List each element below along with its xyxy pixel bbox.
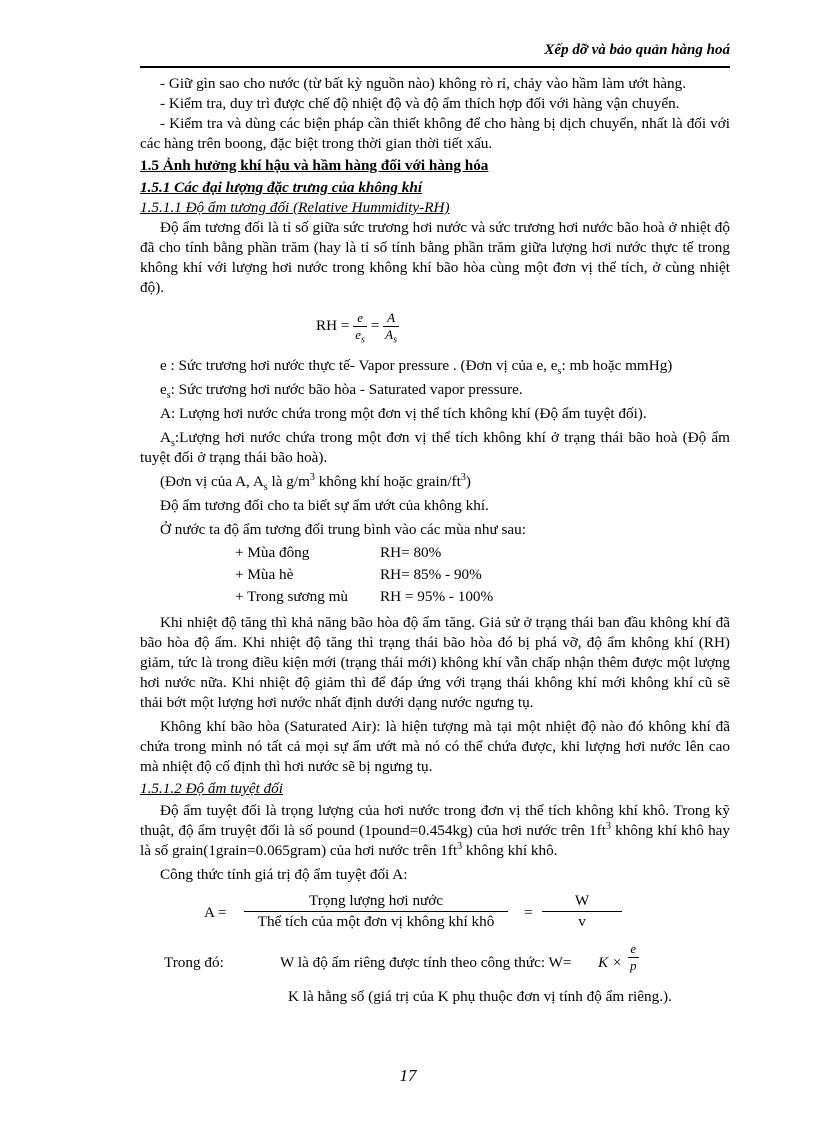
def-e-tail: : mb hoặc mmHg) [561, 357, 673, 374]
vn-seasons-intro: Ở nước ta độ ẩm tương đối trung bình vào các mùa như sau: [160, 521, 526, 538]
abs-humidity-paragraph [140, 801, 730, 861]
def-es-sub: s [166, 390, 171, 402]
rh-frac1-den-base: e [355, 327, 362, 342]
rh-frac2-den-sub: s [393, 334, 397, 346]
abs-formula-fraction [244, 891, 508, 932]
abs-formula-den2: v [578, 913, 586, 930]
rh-formula-lhs: RH = [316, 316, 350, 334]
abs-formula-num: Trọng lượng hơi nước [244, 891, 508, 912]
abs-b: không khí khô hay là số grain(1grain=0.065gram) của hơi nước trên 1ft [140, 822, 730, 859]
page-header [140, 40, 730, 68]
rh-formula-eq: = [370, 316, 380, 334]
unit-c: không khí hoặc grain/ft [314, 473, 461, 490]
w-k: K × [598, 954, 623, 971]
unit-sub: s [263, 482, 268, 494]
def-e [140, 356, 730, 376]
abs-sup2: 3 [457, 840, 463, 852]
unit-d: ) [465, 473, 471, 490]
abs-humidity-formula [140, 889, 730, 937]
w-frac-den: p [630, 958, 637, 973]
season-label: + Mùa đông [235, 544, 310, 561]
bullet-2: - Kiểm tra, duy trì được chế độ nhiệt độ và độ ẩm thích hợp đối với hàng vận chuyển. [160, 95, 680, 112]
w-frac-num: e [628, 941, 639, 958]
page-number: 17 [399, 1066, 417, 1085]
season-label: + Mùa hè [235, 566, 294, 583]
unit-sup: 3 [309, 471, 315, 483]
rh-frac1-den [353, 327, 367, 346]
def-a: A: Lượng hơi nước chứa trong một đơn vị thể tích không khí (Độ ẩm tuyệt đối). [160, 405, 647, 422]
abs-formula-fraction-2 [542, 891, 622, 932]
abs-sup1: 3 [605, 820, 611, 832]
abs-a: Độ ẩm tuyệt đối là trọng lượng của hơi nước trong đơn vị thể tích không khí khô. Trong kỹ thuật, độ ẩm truyệt đối là số pound (1pound=0.454kg) của hơi nước trên 1ft [140, 802, 730, 839]
def-es-text: : Sức trương hơi nước bão hòa - Saturated vapor pressure. [170, 381, 523, 398]
rh-formula [140, 302, 730, 352]
def-as-sub: s [170, 438, 175, 450]
rh-frac2-den [383, 327, 399, 346]
bullet-3: - Kiểm tra và dùng các biện pháp cần thiết không để cho hàng bị dịch chuyển, nhất là đối với các hàng trên boong, đặc biệt trong thời gian thời tiết xấu. [140, 115, 730, 152]
unit-b: là g/m [267, 473, 310, 490]
abs-c: không khí khô. [462, 842, 558, 859]
section-1-5-heading: 1.5 Ảnh hưởng khí hậu và hầm hàng đối với hàng hóa [140, 157, 489, 174]
section-1-5-1-heading: 1.5.1 Các đại lượng đặc trưng của không khí [140, 179, 423, 196]
rh-frac1-num: e [353, 310, 367, 327]
section-1-5-1-1-heading: 1.5.1.1 Độ ẩm tương đối (Relative Hummidity-RH) [140, 199, 450, 216]
def-es [140, 380, 730, 400]
bullet-1: - Giữ gìn sao cho nước (từ bất kỳ nguồn nào) không rò rỉ, chảy vào hầm làm ướt hàng. [160, 75, 687, 92]
temp-paragraph: Khi nhiệt độ tăng thì khả năng bão hòa độ ẩm tăng. Giả sử ở trạng thái ban đầu không khí đã bão hòa độ ẩm. Khi nhiệt độ tăng thì trạng thái bão hòa đó bị phá vỡ, độ ẩm không khí (RH) giảm, tức là trong điều kiện mới (trạng thái mới) không khí vẫn chấp nhận thêm được một lượng hơi nước nữa. Khi nhiệt độ giảm thì để đáp ứng với trạng thái không khí mới không khí cũ sẽ thải bớt một lượng hơi nước nhất định dưới dạng nước ngưng tụ. [140, 614, 730, 711]
page-content [140, 74, 730, 1007]
season-label: + Trong sương mù [235, 588, 349, 605]
w-definition: W là độ ẩm riêng được tính theo công thức: W= [280, 954, 572, 971]
formula-intro: Công thức tính giá trị độ ẩm tuyệt đối A: [160, 866, 408, 883]
section-1-5-1-2-heading: 1.5.1.2 Độ ẩm tuyệt đối [140, 780, 283, 797]
rh-definition: Độ ẩm tương đối là tỉ số giữa sức trương hơi nước và sức trương hơi nước bão hoà ở nhiệt độ đã cho tính bằng phần trăm (hay là tỉ số tính bằng phần trăm giữa lượng hơi nước thực tế trong không khí với lượng hơi nước trong không khí bão hòa cùng một đơn vị thể tích, ở cùng nhiệt độ). [140, 219, 730, 296]
def-as [140, 428, 730, 468]
season-value: RH= 80% [380, 544, 442, 561]
season-row [140, 565, 730, 587]
rh-fraction-1 [353, 310, 367, 346]
rh-frac1-den-sub: s [361, 334, 365, 346]
def-as-text: :Lượng hơi nước chứa trong một đơn vị thể tích không khí ở trạng thái bão hoà (Độ ẩm tuyệt đối ở trạng thái bão hoà). [140, 429, 730, 466]
rh-fraction-2 [383, 310, 399, 346]
unit-sup2: 3 [460, 471, 466, 483]
def-e-sub: s [557, 366, 562, 378]
season-value: RH= 85% - 90% [380, 566, 482, 583]
unit-note [140, 472, 730, 492]
def-es-base: e [160, 381, 167, 398]
def-e-text: e : Sức trương hơi nước thực tế- Vapor pressure . (Đơn vị của e, e [160, 357, 558, 374]
k-definition: K là hằng số (giá trị của K phụ thuộc đơn vị tính độ ẩm riêng.). [288, 988, 672, 1005]
abs-formula-den: Thể tích của một đơn vị không khí khô [257, 913, 495, 930]
unit-a: (Đơn vị của A, A [160, 473, 264, 490]
abs-formula-lhs: A = [204, 904, 227, 921]
rh-frac2-num: A [383, 310, 399, 327]
saturated-air-paragraph: Không khí bão hòa (Saturated Air): là hiện tượng mà tại một nhiệt độ nào đó không khí đã chứa trong mình nó tất cả mọi sự ẩm ướt mà nó có thể chứa được, khi lượng hơi nước lên cao mà nhiệt độ cố định thì hơi nước sẽ bị ngưng tụ. [140, 718, 730, 775]
abs-formula-num2: W [542, 891, 622, 912]
w-fraction [628, 941, 639, 974]
def-as-base: A [160, 429, 171, 446]
season-row [140, 587, 730, 609]
season-row [140, 543, 730, 565]
rh-know: Độ ẩm tương đối cho ta biết sự ẩm ướt của không khí. [160, 497, 489, 514]
where-block [140, 941, 730, 981]
rh-frac2-den-base: A [385, 327, 394, 342]
where-label: Trong đó: [164, 954, 224, 971]
abs-formula-eq: = [524, 904, 533, 921]
header-title: Xếp dỡ và bảo quản hàng hoá [544, 42, 730, 58]
season-value: RH = 95% - 100% [380, 588, 494, 605]
